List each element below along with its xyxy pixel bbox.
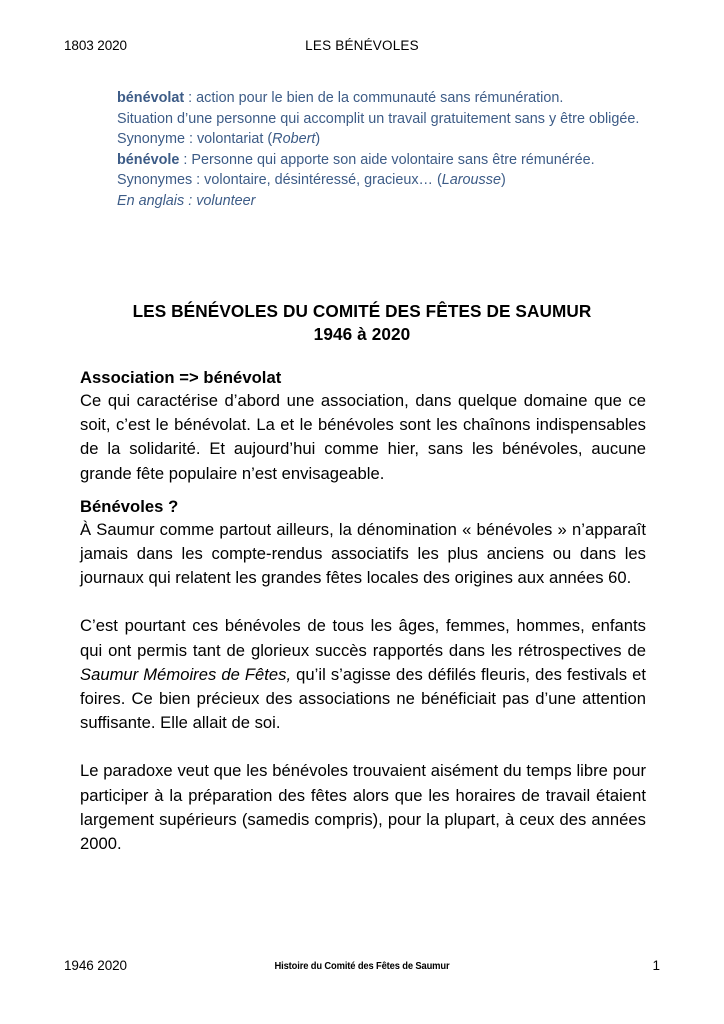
spacer <box>80 590 646 614</box>
header-left-text: 1803 2020 <box>64 38 127 53</box>
definition-synonyme-text: Synonyme : volontariat ( <box>117 131 273 148</box>
definition-source-larousse: Larousse <box>441 172 501 189</box>
spacer <box>80 735 646 759</box>
paragraph-text-after: qu’il s’agisse des défilés fleuris, des festivals et foires. Ce bien précieux des associations ne bénéficiait pas d’une attention suffisante. Elle allait de soi. <box>80 664 646 733</box>
section-heading-benevoles: Bénévoles ? <box>80 496 179 516</box>
definition-line-synonyme <box>117 129 654 150</box>
paragraph-retrospectives <box>80 614 646 735</box>
definition-line-english: En anglais : volunteer <box>117 192 256 209</box>
definition-source-robert: Robert <box>272 131 316 148</box>
paragraph-paradoxe <box>80 759 646 856</box>
footer-left-text: 1946 2020 <box>64 958 127 973</box>
footer-center-text: Histoire du Comité des Fêtes de Saumur <box>274 961 450 972</box>
definition-text-benevole: : Personne qui apporte son aide volontaire sans être rémunérée. <box>179 151 595 168</box>
definition-line-benevole <box>117 150 654 171</box>
header-center-title: LES BÉNÉVOLES <box>305 38 419 53</box>
page-title-line2: 1946 à 2020 <box>313 324 411 344</box>
definition-synonyme-close: ) <box>315 131 321 148</box>
spacer <box>80 486 646 495</box>
document-body <box>80 366 646 856</box>
paragraph-text: Le paradoxe veut que les bénévoles trouvaient aisément du temps libre pour participer à la préparation des fêtes alors que les horaires de travail étaient largement supérieurs (samedis compris), pour la plupart, à ceux des années 2000. <box>80 761 646 854</box>
book-title-saumur-memoires-de-fetes: Saumur Mémoires de Fêtes, <box>80 664 292 684</box>
footer-page-number: 1 <box>652 958 660 973</box>
paragraph-text: À Saumur comme partout ailleurs, la dénomination « bénévoles » n’apparaît jamais dans les compte-rendus associatifs les plus anciens ou dans les journaux qui relatent les grandes fêtes locales des origines aux années 60. <box>80 519 646 588</box>
paragraph-denomination <box>80 518 646 591</box>
definition-term-benevolat: bénévolat <box>117 90 185 106</box>
page-footer <box>64 958 660 976</box>
definition-block <box>117 88 654 212</box>
page-title-line1: LES BÉNÉVOLES DU COMITÉ DES FÊTES DE SAUMUR <box>132 301 592 321</box>
definition-text-benevolat: : action pour le bien de la communauté sans rémunération. <box>184 90 564 106</box>
paragraph-text-before: C’est pourtant ces bénévoles de tous les âges, femmes, hommes, enfants qui ont permis tant de glorieux succès rapportés dans les rétrospectives de <box>80 616 646 660</box>
definition-synonymes-close: ) <box>500 172 506 189</box>
definition-synonymes-text: Synonymes : volontaire, désintéressé, gracieux… ( <box>117 172 442 189</box>
paragraph-association <box>80 389 646 486</box>
definition-line-benevolat <box>117 88 654 109</box>
definition-line-synonymes <box>117 170 654 191</box>
paragraph-text: Ce qui caractérise d’abord une association, dans quelque domaine que ce soit, c’est le bénévolat. La et le bénévoles sont les chaînons indispensables de la solidarité. Et aujourd’hui comme hier, sans les bénévoles, aucune grande fête populaire n’est envisageable. <box>80 391 646 483</box>
definition-line-situation: Situation d’une personne qui accomplit un travail gratuitement sans y être obligée. <box>117 110 640 127</box>
definition-term-benevole: bénévole <box>117 151 180 168</box>
page-title <box>64 300 660 346</box>
page-header <box>64 38 660 58</box>
section-heading-association: Association => bénévolat <box>80 368 282 387</box>
